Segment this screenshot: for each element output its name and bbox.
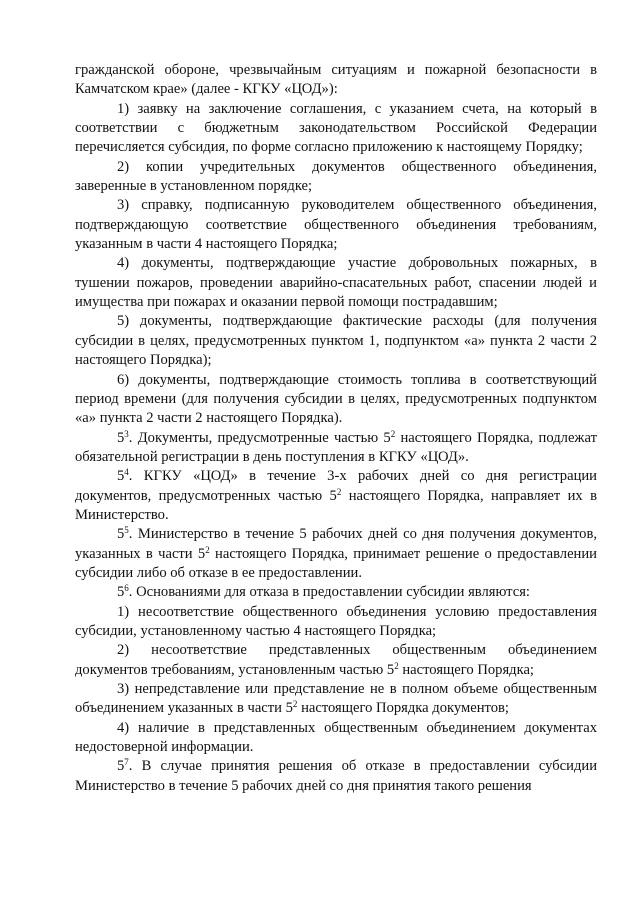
text: . Документы, предусмотренные частью 5 (128, 429, 391, 446)
list-item-3 (75, 196, 597, 254)
text: настоящего Порядка, принимает решение о предоставлении субсидии либо об отказе в ее предоставлении. (75, 545, 597, 581)
clause-5-7 (75, 757, 597, 796)
list-item-4 (75, 254, 597, 312)
reference-superscript: 2 (336, 486, 342, 497)
text: . Министерство в течение 5 рабочих дней со дня получения документов, указанных в части 5 (75, 526, 597, 562)
refusal-ground-2 (75, 641, 597, 680)
text: 3) справку, подписанную руководителем общественного объединения, подтверждающую соответствие общественного объединения требованиям, указанным в части 4 настоящего Порядка; (75, 197, 597, 253)
refusal-ground-1 (75, 603, 597, 642)
text: настоящего Порядка, направляет их в Министерство. (75, 487, 597, 523)
clause-superscript: 5 (124, 525, 129, 536)
clause-number: 5 (117, 526, 125, 543)
clause-number: 5 (117, 758, 125, 775)
list-item-5 (75, 312, 597, 370)
text: . КГКУ «ЦОД» в течение 3-х рабочих дней со дня регистрации документов, предусмотренных частью 5 (75, 468, 597, 504)
text: 4) наличие в представленных общественным объединением документах недостоверной информации. (75, 719, 597, 756)
text: 3) непредставление или представление не в полном объеме общественным объединением указанных в части 5 (75, 681, 597, 717)
clause-superscript: 4 (124, 467, 129, 478)
text: 2) несоответствие представленных общественным объединением документов требованиям, установленным частью 5 (75, 642, 597, 678)
text: 1) заявку на заключение соглашения, с указанием счета, на который в соответствии с бюджетным законодательством Российской Федерации перечисляется субсидия, по форме согласно приложению к настоящему Порядку; (75, 100, 597, 156)
text: . Основаниями для отказа в предоставлении субсидии являются: (128, 584, 530, 601)
text: . В случае принятия решения об отказе в предоставлении субсидии Министерство в течение 5 рабочих дней со дня принятия такого решения (75, 758, 597, 794)
text: настоящего Порядка документов; (297, 700, 509, 717)
clause-number: 5 (117, 468, 125, 485)
clause-number: 5 (117, 584, 125, 601)
reference-superscript: 2 (292, 699, 298, 710)
text: 4) документы, подтверждающие участие добровольных пожарных, в тушении пожаров, проведении аварийно-спасательных работ, спасении людей и имущества при пожарах и оказании первой помощи пострадавшим; (75, 255, 597, 311)
text: гражданской обороне, чрезвычайным ситуациям и пожарной безопасности в Камчатском крае» (далее - КГКУ «ЦОД»): (75, 62, 597, 98)
clause-5-6 (75, 583, 597, 602)
reference-superscript: 2 (205, 544, 210, 555)
text: 5) документы, подтверждающие фактические расходы (для получения субсидии в целях, предусмотренных пунктом 1, подпунктом «а» пункта 2 части 2 настоящего Порядка); (75, 313, 597, 369)
refusal-ground-4 (75, 719, 597, 758)
text: настоящего Порядка; (398, 661, 534, 678)
clause-5-5 (75, 525, 597, 583)
clause-5-3 (75, 429, 597, 468)
paragraph-continuation (75, 61, 597, 100)
refusal-ground-3 (75, 680, 597, 719)
text: 1) несоответствие общественного объединения условию предоставления субсидии, установленному частью 4 настоящего Порядка; (75, 603, 597, 639)
list-item-2 (75, 158, 597, 197)
clause-superscript: 6 (124, 583, 129, 594)
reference-superscript: 2 (394, 660, 399, 671)
text: настоящего Порядка, подлежат обязательной регистрации в день поступления в КГКУ «ЦОД». (75, 429, 597, 465)
clause-superscript: 7 (124, 757, 129, 768)
text: 2) копии учредительных документов общественного объединения, заверенные в установленном порядке; (75, 158, 597, 195)
reference-superscript: 2 (390, 428, 396, 439)
clause-5-4 (75, 467, 597, 525)
document-body (75, 61, 597, 796)
list-item-1 (75, 100, 597, 158)
clause-superscript: 3 (124, 428, 129, 439)
text: 6) документы, подтверждающие стоимость топлива в соответствующий период времени (для получения субсидии в целях, предусмотренных подпунктом «а» пункта 2 части 2 настоящего Порядка). (75, 371, 597, 427)
clause-number: 5 (117, 429, 125, 446)
list-item-6 (75, 371, 597, 429)
